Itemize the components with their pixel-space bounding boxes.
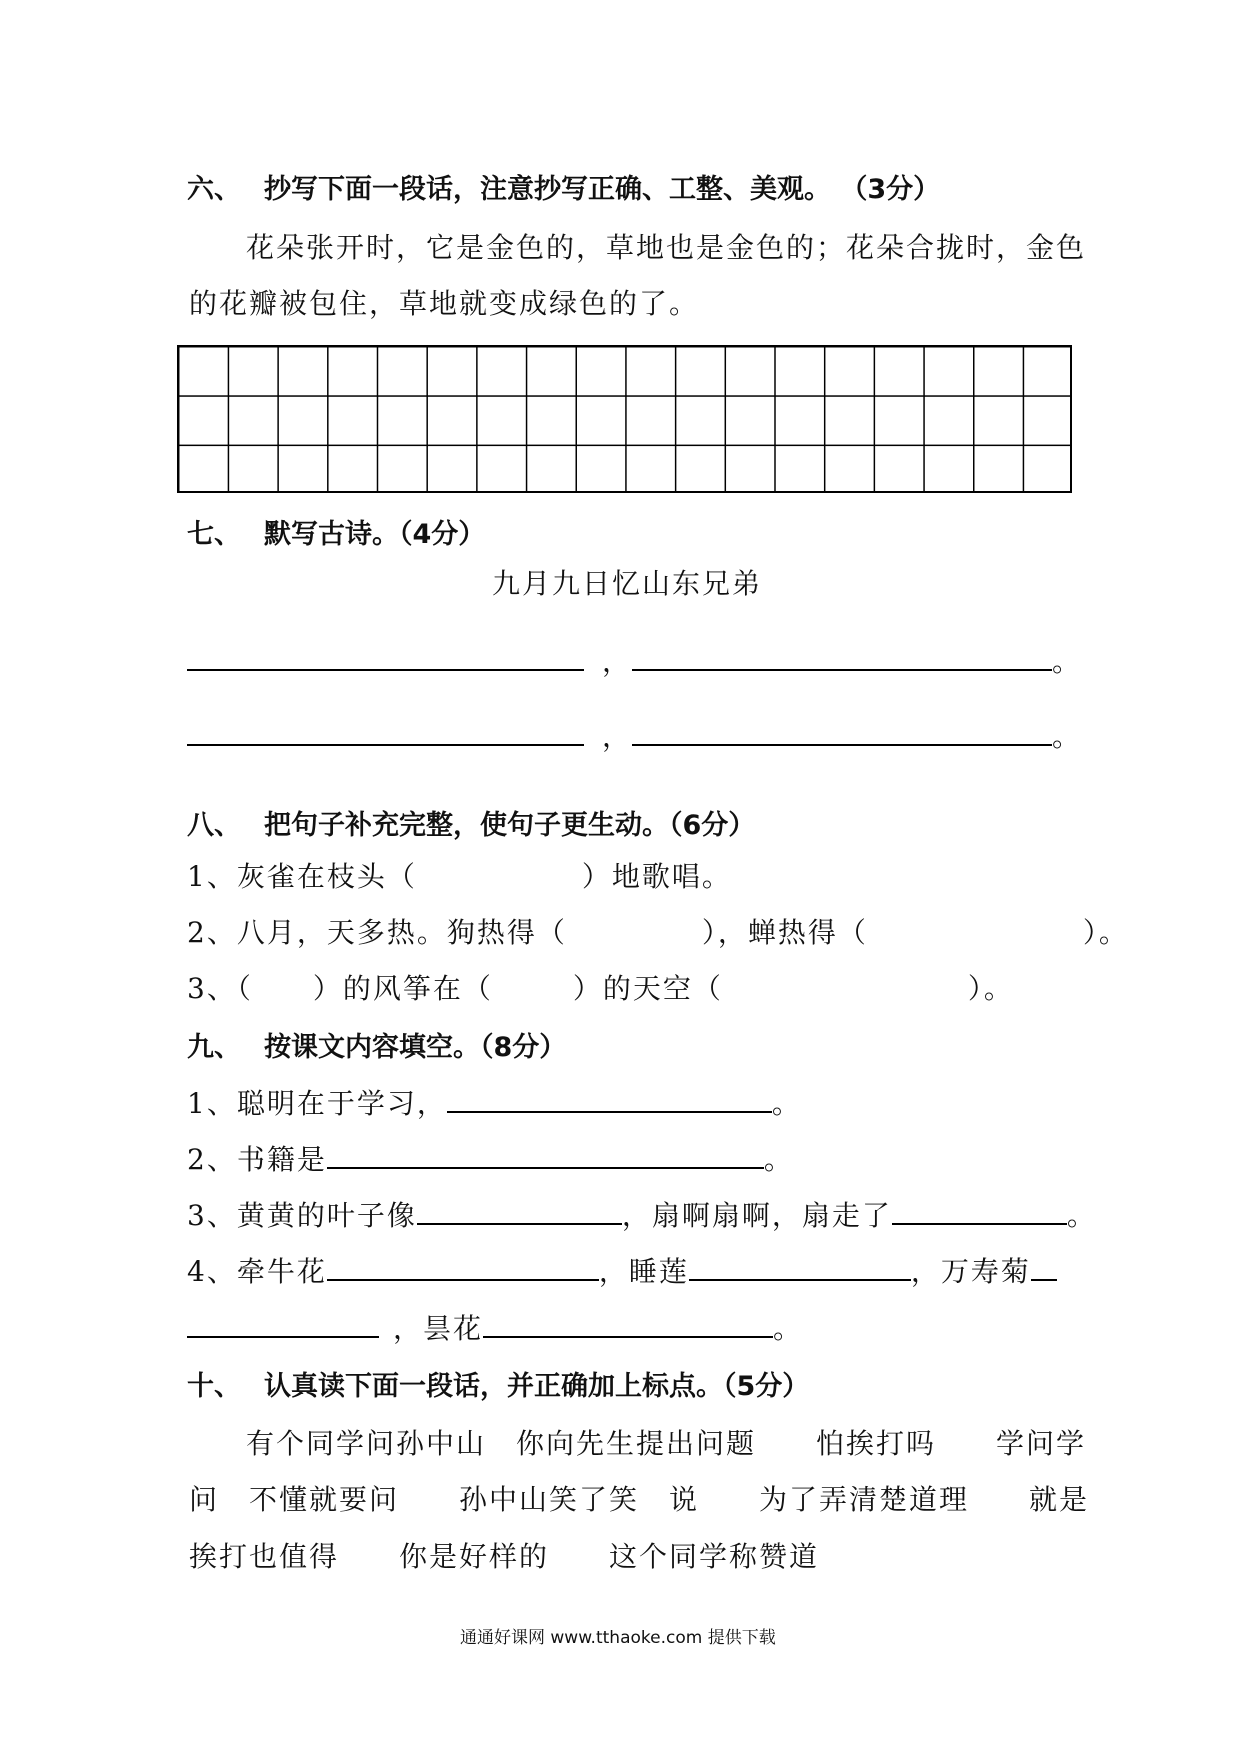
section-title: 认真读下面一段话，并正确加上标点。（5分） (264, 1371, 810, 1402)
section-title: 默写古诗。（4分） (264, 519, 486, 550)
section-7-heading (187, 512, 485, 551)
section-number: 六、 (187, 174, 241, 205)
question-8-1: 1、灰雀在枝头（ ）地歌唱。 (187, 860, 732, 893)
poem-title: 九月九日忆山东兄弟 (492, 567, 763, 600)
section-title: 把句子补充完整，使句子更生动。（6分） (264, 810, 756, 841)
question-8-2: 2、八月，天多热。狗热得（ ），蝉热得（ ）。 (187, 916, 1129, 949)
question-9-4: 4、牵牛花 ，睡莲 ，万寿菊 (187, 1250, 1057, 1290)
section-8-heading (187, 803, 755, 842)
answer-blank[interactable] (483, 1335, 773, 1338)
answer-blank[interactable] (447, 1110, 772, 1113)
answer-blank[interactable] (632, 743, 1052, 746)
poem-line-2: ， 。 (187, 715, 1082, 755)
section-number: 七、 (187, 519, 241, 550)
section-title: 按课文内容填空。（8分） (264, 1032, 567, 1063)
answer-blank[interactable] (417, 1222, 622, 1225)
answer-blank[interactable] (689, 1278, 911, 1281)
question-9-2: 2、书籍是 。 (187, 1143, 794, 1176)
passage-line: 花朵张开时，它是金色的，草地也是金色的；花朵合拢时，金色 (246, 231, 1087, 264)
question-9-1: 1、聪明在于学习， 。 (187, 1087, 802, 1120)
page-footer: 通通好课网 www.tthaoke.com 提供下载 (460, 1628, 776, 1648)
section-number: 十、 (187, 1371, 241, 1402)
passage-line: 挨打也值得 你是好样的 这个同学称赞道 (189, 1540, 820, 1573)
answer-blank[interactable] (327, 1278, 599, 1281)
passage-line: 的花瓣被包住，草地就变成绿色的了。 (189, 287, 700, 320)
section-6-heading (187, 167, 940, 206)
passage-line: 有个同学问孙中山 你向先生提出问题 怕挨打吗 学问学 (246, 1427, 1087, 1460)
writing-grid[interactable] (177, 345, 1072, 493)
section-number: 九、 (187, 1032, 241, 1063)
poem-line-1: ， 。 (187, 640, 1082, 680)
passage-line: 问 不懂就要问 孙中山笑了笑 说 为了弄清楚道理 就是 (189, 1483, 1090, 1516)
section-9-heading (187, 1025, 566, 1064)
question-9-3: 3、黄黄的叶子像 ，扇啊扇啊，扇走了 。 (187, 1199, 1097, 1232)
answer-blank[interactable] (187, 743, 584, 746)
section-10-heading (187, 1364, 809, 1403)
section-title: 抄写下面一段话，注意抄写正确、工整、美观。 （3分） (264, 174, 941, 205)
question-9-4-cont: ，昙花 。 (187, 1307, 803, 1347)
answer-blank[interactable] (327, 1166, 764, 1169)
answer-blank[interactable] (632, 668, 1052, 671)
answer-blank[interactable] (1031, 1278, 1057, 1281)
question-8-3: 3、（ ）的风筝在（ ）的天空（ ）。 (187, 972, 1014, 1005)
answer-blank[interactable] (892, 1222, 1067, 1225)
section-number: 八、 (187, 810, 241, 841)
answer-blank[interactable] (187, 668, 584, 671)
answer-blank[interactable] (187, 1335, 379, 1338)
